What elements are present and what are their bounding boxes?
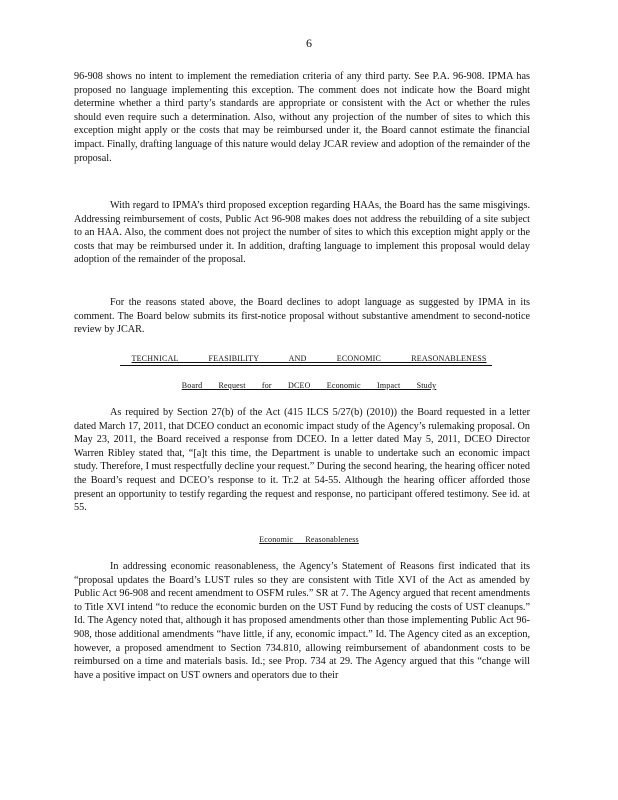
paragraph-haa-exception: With regard to IPMA’s third proposed exception regarding HAAs, the Board has the same misgivings. Addressing reimbursement of costs, Public Act 96-908 makes does not address the rebuilding of a site subject to an HAA. Also, the comment does not project the number of sites to which this exception might apply or the costs that may be reimbursed under it. In addition, drafting language to implement this proposal would delay adoption of the remainder of the proposal. (74, 200, 530, 266)
paragraph-economic-reasonableness: In addressing economic reasonableness, the Agency’s Statement of Reasons first indicated that its “proposal updates the Board’s LUST rules so they are consistent with Title XVI of the Act as amended by Public Act 96-908 and recent amendment to OSFM rules.” SR at 7. The Agency argued that recent amendments to Title XVI intend “to reduce the economic burden on the UST Fund by reducing the costs of UST cleanups.” Id. The Agency noted that, although it has proposed amendments other than those implementing Public Act 96-908, those additional amendments “have little, if any, economic impact.” Id. The Agency cited as an exception, however, a proposed amendment to Section 734.810, allowing reimbursement of abandonment costs to be reimbursed on a time and materials basis. Id.; see Prop. 734 at 29. The Agency argued that this “change will have a positive impact on UST owners and operators due to their (74, 561, 530, 681)
paragraph-board-declines: For the reasons stated above, the Board declines to adopt language as suggested by IPMA in its comment. The Board below submits its first-notice proposal without substantive amendment to second-notice review by JCAR. (74, 297, 530, 336)
page-number: 6 (306, 36, 312, 50)
subheading-dceo-study: Board Request for DCEO Economic Impact Study (181, 381, 437, 390)
subheading-economic-reasonableness: Economic Reasonableness (259, 535, 359, 544)
paragraph-dceo-request: As required by Section 27(b) of the Act (415 ILCS 5/27(b) (2010)) the Board requested in a letter dated March 17, 2011, that DCEO conduct an economic impact study of the Agency’s rulemaking proposal. On May 23, 2011, the Board received a response from DCEO. In a letter dated May 5, 2011, DCEO Director Warren Ribley stated that, “[a]t this time, the Department is unable to undertake such an economic impact study. Therefore, I must respectfully decline your request.” During the second hearing, the hearing officer noted the Board’s request and DCEO’s response to it. Tr.2 at 54-55. Although the hearing officer afforded those present an opportunity to testify regarding the request and response, no participant offered testimony. See id. at 55. (74, 407, 530, 514)
section-heading-technical-feasibility: TECHNICAL FEASIBILITY AND ECONOMIC REASONABLENESS (131, 354, 487, 363)
heading-rule (120, 365, 492, 366)
paragraph-third-party-exception: 96-908 shows no intent to implement the remediation criteria of any third party. See P.A. 96-908. IPMA has proposed no language implementing this exception. The comment does not indicate how the Board might determine whether a third party’s standards are appropriate or consistent with the Act or whether the rules should even require such a determination. Also, without any projection of the number of sites to which this exception might apply or the costs that may be reimbursed under it, the Board cannot estimate the financial impact. Finally, drafting language of this nature would delay JCAR review and adoption of the remainder of the proposal. (74, 71, 530, 164)
